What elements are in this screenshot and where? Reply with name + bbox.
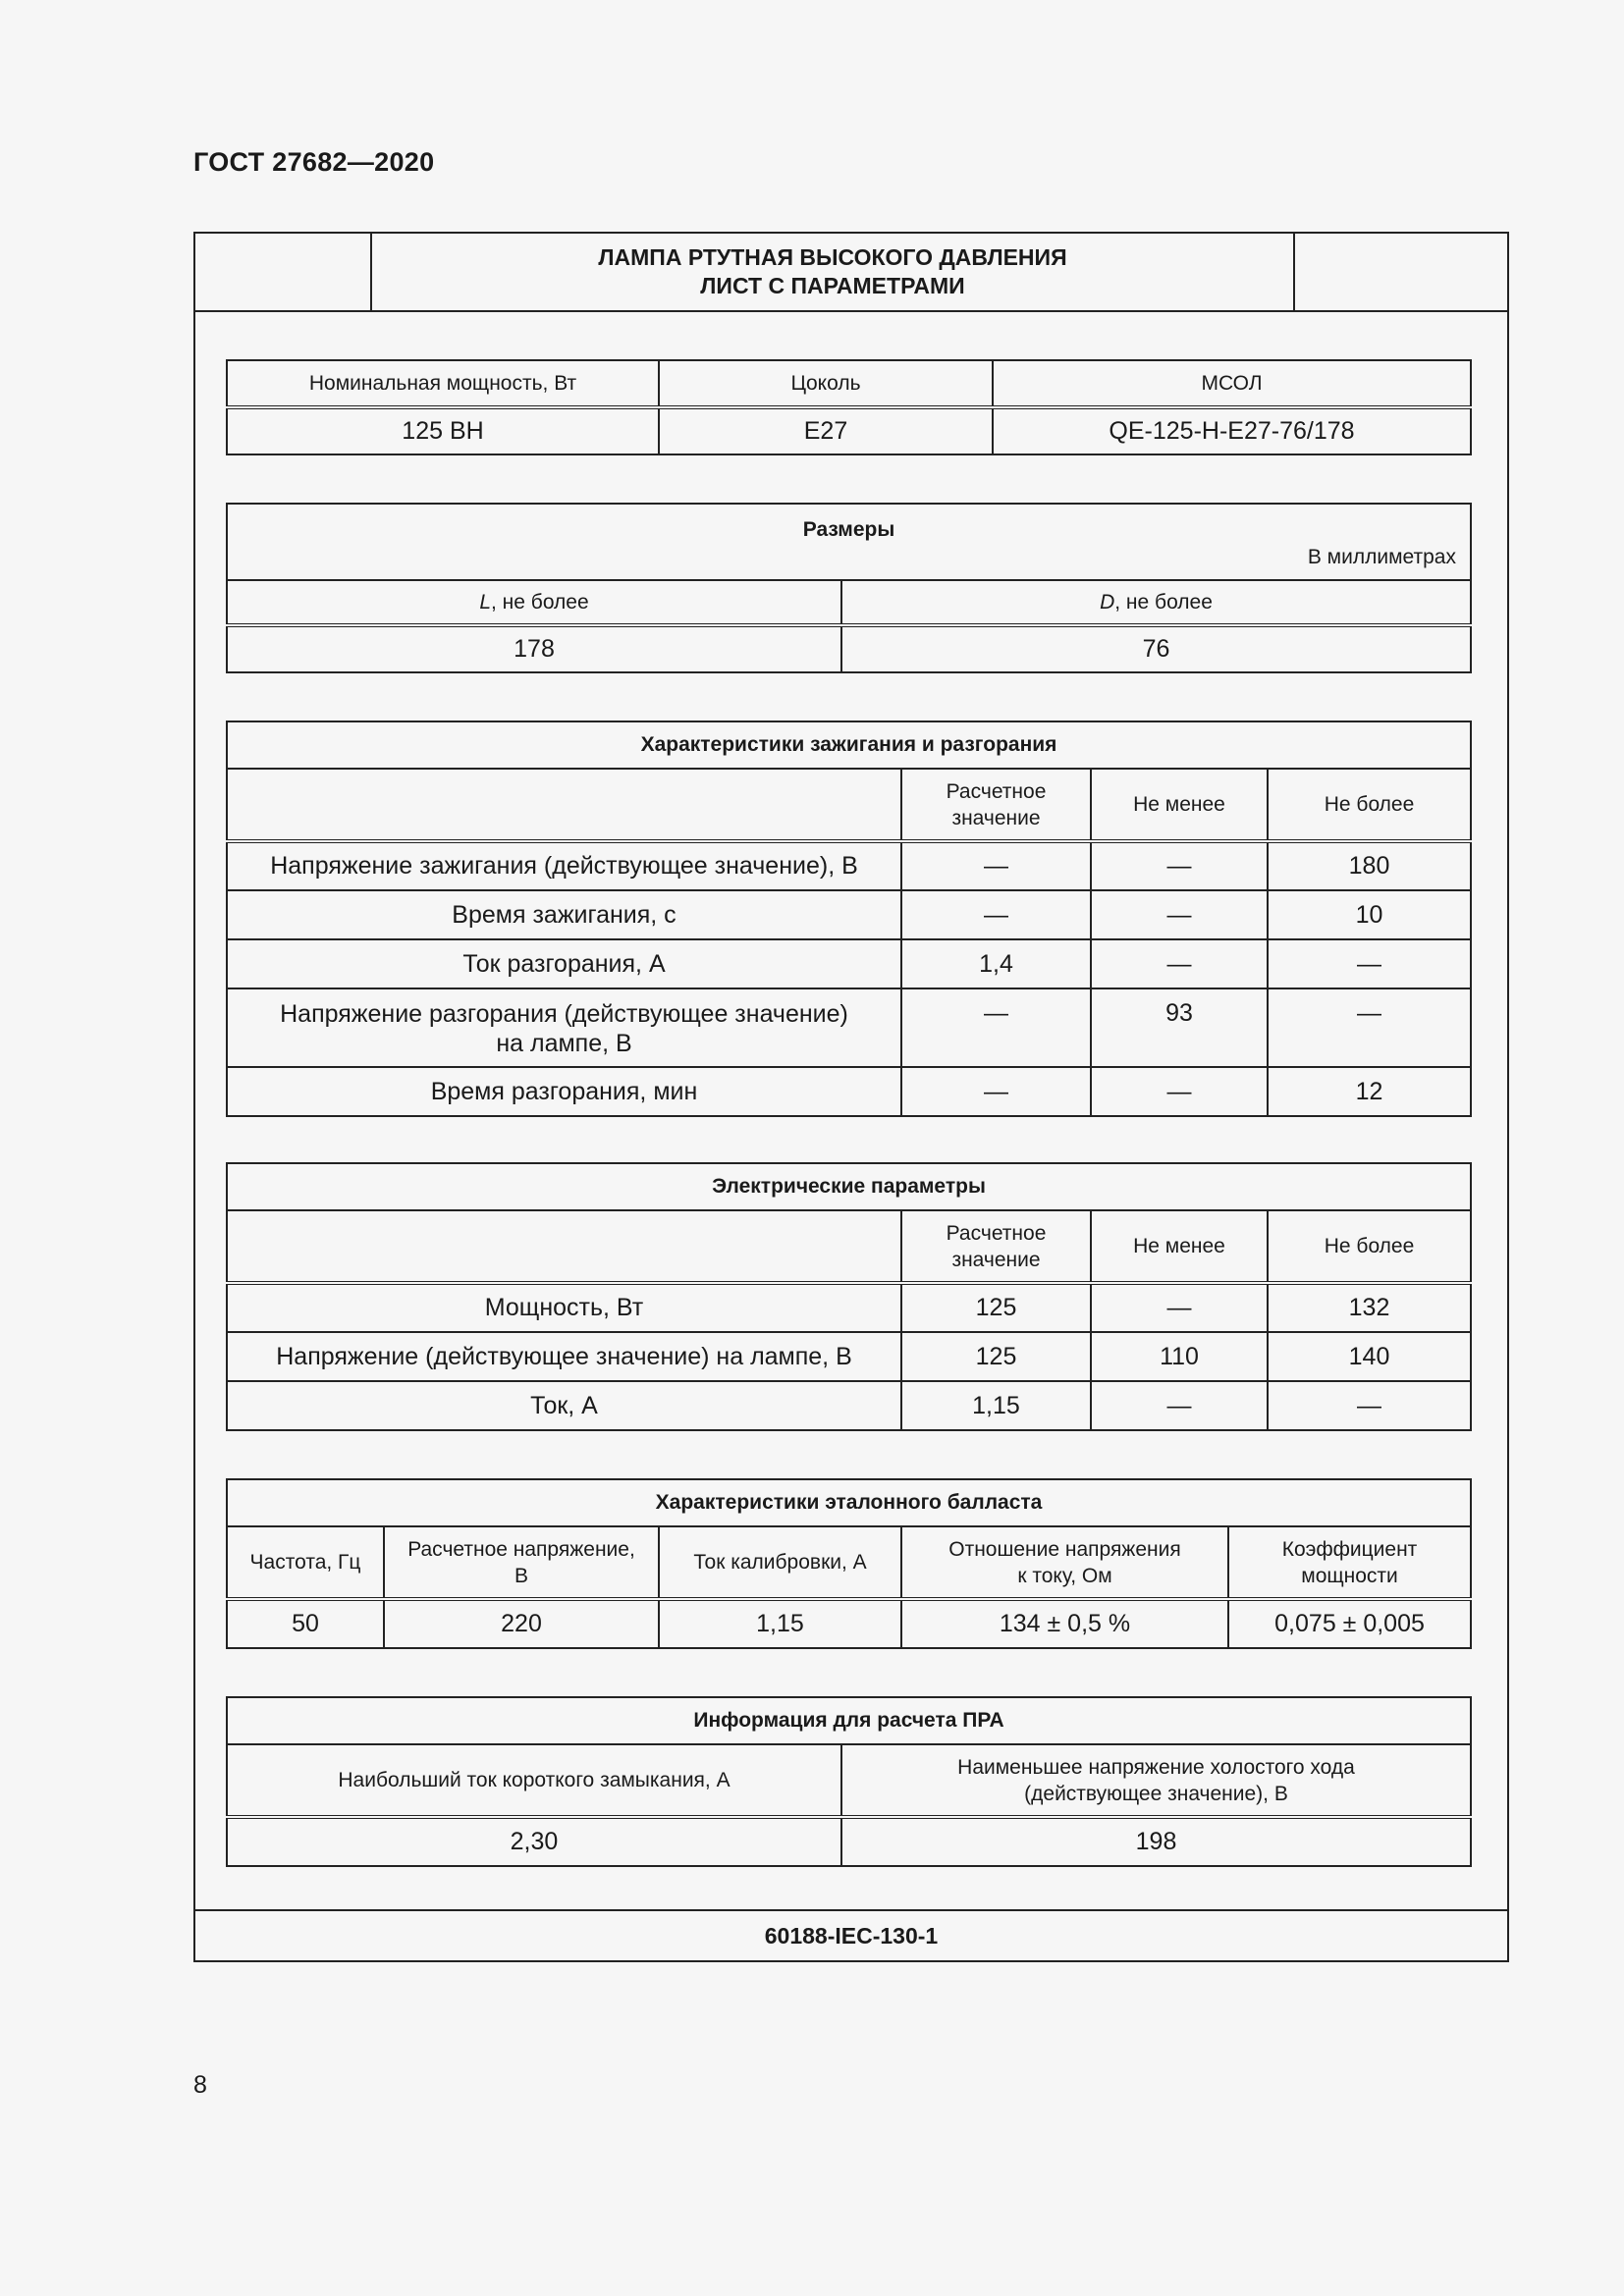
param-calc: — bbox=[901, 890, 1091, 939]
param-max: — bbox=[1268, 939, 1471, 988]
param-max: 10 bbox=[1268, 890, 1471, 939]
param-min: — bbox=[1091, 890, 1268, 939]
ballast-header-calibration-current: Ток калибровки, А bbox=[659, 1526, 901, 1599]
param-min: — bbox=[1091, 939, 1268, 988]
control-gear-header-line-1: Наименьшее напряжение холостого хода bbox=[957, 1755, 1355, 1779]
value-length: 178 bbox=[227, 625, 841, 672]
dimensions-caption-cell bbox=[227, 504, 1471, 580]
param-name: Ток, А bbox=[227, 1381, 901, 1430]
dimensions-caption: Размеры bbox=[802, 518, 895, 541]
reference-ballast-table bbox=[226, 1478, 1472, 1649]
table-row bbox=[227, 1067, 1471, 1116]
ballast-caption: Характеристики эталонного балласта bbox=[227, 1479, 1471, 1526]
param-min: — bbox=[1091, 1381, 1268, 1430]
sheet-title-block bbox=[195, 234, 1507, 312]
header-diameter bbox=[841, 580, 1471, 625]
param-name: Время зажигания, с bbox=[227, 890, 901, 939]
electrical-caption: Электрические параметры bbox=[227, 1163, 1471, 1210]
param-min: — bbox=[1091, 1283, 1268, 1332]
value-cap: E27 bbox=[659, 407, 993, 454]
header-cap: Цоколь bbox=[659, 360, 993, 407]
dimensions-table bbox=[226, 503, 1472, 673]
param-calc: 125 bbox=[901, 1332, 1091, 1381]
identification-table bbox=[226, 359, 1472, 455]
param-max: — bbox=[1268, 988, 1471, 1067]
electrical-header-calc-line-2: значение bbox=[951, 1248, 1041, 1271]
param-name: Время разгорания, мин bbox=[227, 1067, 901, 1116]
electrical-header-empty bbox=[227, 1210, 901, 1283]
param-name: Напряжение (действующее значение) на лампе, В bbox=[227, 1332, 901, 1381]
ballast-header-voltage bbox=[384, 1526, 659, 1599]
ballast-header-voltage-line-2: В bbox=[514, 1564, 528, 1587]
param-name: Напряжение зажигания (действующее значение), В bbox=[227, 841, 901, 890]
ballast-header-frequency: Частота, Гц bbox=[227, 1526, 384, 1599]
electrical-header-calc bbox=[901, 1210, 1091, 1283]
control-gear-value-short-circuit: 2,30 bbox=[227, 1817, 841, 1866]
ballast-value-power-factor: 0,075 ± 0,005 bbox=[1228, 1599, 1471, 1648]
control-gear-value-open-circuit: 198 bbox=[841, 1817, 1471, 1866]
table-row bbox=[227, 841, 1471, 890]
header-ilcos: МСОЛ bbox=[993, 360, 1471, 407]
ignition-header-calc bbox=[901, 769, 1091, 841]
ballast-header-ratio-line-2: к току, Ом bbox=[1017, 1564, 1112, 1587]
param-max: 140 bbox=[1268, 1332, 1471, 1381]
param-name: Ток разгорания, А bbox=[227, 939, 901, 988]
title-block-left-cell bbox=[195, 234, 372, 310]
param-min: — bbox=[1091, 841, 1268, 890]
param-name-line-1: Напряжение разгорания (действующее значение) bbox=[280, 1000, 848, 1028]
diameter-label: , не более bbox=[1114, 591, 1213, 614]
standard-header: ГОСТ 27682—2020 bbox=[193, 147, 435, 177]
ignition-table bbox=[226, 721, 1472, 1117]
electrical-table bbox=[226, 1162, 1472, 1431]
ballast-header-ratio-line-1: Отношение напряжения bbox=[948, 1537, 1181, 1561]
table-row bbox=[227, 1283, 1471, 1332]
ballast-header-pf-line-1: Коэффициент bbox=[1281, 1537, 1418, 1561]
param-calc: — bbox=[901, 841, 1091, 890]
control-gear-caption: Информация для расчета ПРА bbox=[227, 1697, 1471, 1744]
table-row bbox=[227, 988, 1471, 1067]
page-number: 8 bbox=[193, 2071, 207, 2099]
diameter-symbol: D bbox=[1100, 591, 1115, 614]
ignition-header-max: Не более bbox=[1268, 769, 1471, 841]
length-symbol: L bbox=[479, 591, 492, 614]
ballast-value-ratio: 134 ± 0,5 % bbox=[901, 1599, 1228, 1648]
dimensions-unit: В миллиметрах bbox=[1307, 546, 1456, 568]
param-name bbox=[227, 988, 901, 1067]
ballast-value-frequency: 50 bbox=[227, 1599, 384, 1648]
ignition-header-empty bbox=[227, 769, 901, 841]
ballast-header-ratio bbox=[901, 1526, 1228, 1599]
control-gear-header-short-circuit: Наибольший ток короткого замыкания, А bbox=[227, 1744, 841, 1817]
ignition-header-calc-line-1: Расчетное bbox=[946, 779, 1047, 803]
electrical-header-calc-line-1: Расчетное bbox=[946, 1221, 1047, 1245]
value-diameter: 76 bbox=[841, 625, 1471, 672]
length-label: , не более bbox=[491, 591, 589, 614]
param-max: — bbox=[1268, 1381, 1471, 1430]
control-gear-header-open-circuit bbox=[841, 1744, 1471, 1817]
ballast-header-voltage-line-1: Расчетное напряжение, bbox=[407, 1537, 635, 1561]
sheet-title-line-2: ЛИСТ С ПАРАМЕТРАМИ bbox=[700, 273, 965, 298]
table-row bbox=[227, 939, 1471, 988]
param-min: 110 bbox=[1091, 1332, 1268, 1381]
electrical-header-min: Не менее bbox=[1091, 1210, 1268, 1283]
ballast-header-pf-line-2: мощности bbox=[1301, 1564, 1398, 1587]
param-calc: 1,4 bbox=[901, 939, 1091, 988]
ballast-value-voltage: 220 bbox=[384, 1599, 659, 1648]
param-min: 93 bbox=[1091, 988, 1268, 1067]
param-max: 12 bbox=[1268, 1067, 1471, 1116]
value-ilcos: QE-125-H-E27-76/178 bbox=[993, 407, 1471, 454]
ignition-header-min: Не менее bbox=[1091, 769, 1268, 841]
title-block-right-cell bbox=[1293, 234, 1507, 310]
ballast-value-calibration-current: 1,15 bbox=[659, 1599, 901, 1648]
table-row bbox=[227, 1332, 1471, 1381]
sheet-title-line-1: ЛАМПА РТУТНАЯ ВЫСОКОГО ДАВЛЕНИЯ bbox=[598, 244, 1067, 270]
param-max: 180 bbox=[1268, 841, 1471, 890]
electrical-header-max: Не более bbox=[1268, 1210, 1471, 1283]
param-name: Мощность, Вт bbox=[227, 1283, 901, 1332]
ignition-header-calc-line-2: значение bbox=[951, 806, 1041, 829]
value-nominal-power: 125 ВН bbox=[227, 407, 659, 454]
param-max: 132 bbox=[1268, 1283, 1471, 1332]
param-calc: — bbox=[901, 988, 1091, 1067]
param-calc: 1,15 bbox=[901, 1381, 1091, 1430]
header-nominal-power: Номинальная мощность, Вт bbox=[227, 360, 659, 407]
param-calc: — bbox=[901, 1067, 1091, 1116]
header-length bbox=[227, 580, 841, 625]
table-row bbox=[227, 890, 1471, 939]
control-gear-header-line-2: (действующее значение), В bbox=[1024, 1782, 1288, 1805]
control-gear-table bbox=[226, 1696, 1472, 1867]
param-calc: 125 bbox=[901, 1283, 1091, 1332]
ignition-caption: Характеристики зажигания и разгорания bbox=[227, 721, 1471, 769]
ballast-header-power-factor bbox=[1228, 1526, 1471, 1599]
sheet-footer-code: 60188-IEC-130-1 bbox=[195, 1909, 1507, 1960]
sheet-title bbox=[372, 234, 1293, 310]
table-row bbox=[227, 1381, 1471, 1430]
param-min: — bbox=[1091, 1067, 1268, 1116]
param-name-line-2: на лампе, В bbox=[496, 1030, 632, 1057]
